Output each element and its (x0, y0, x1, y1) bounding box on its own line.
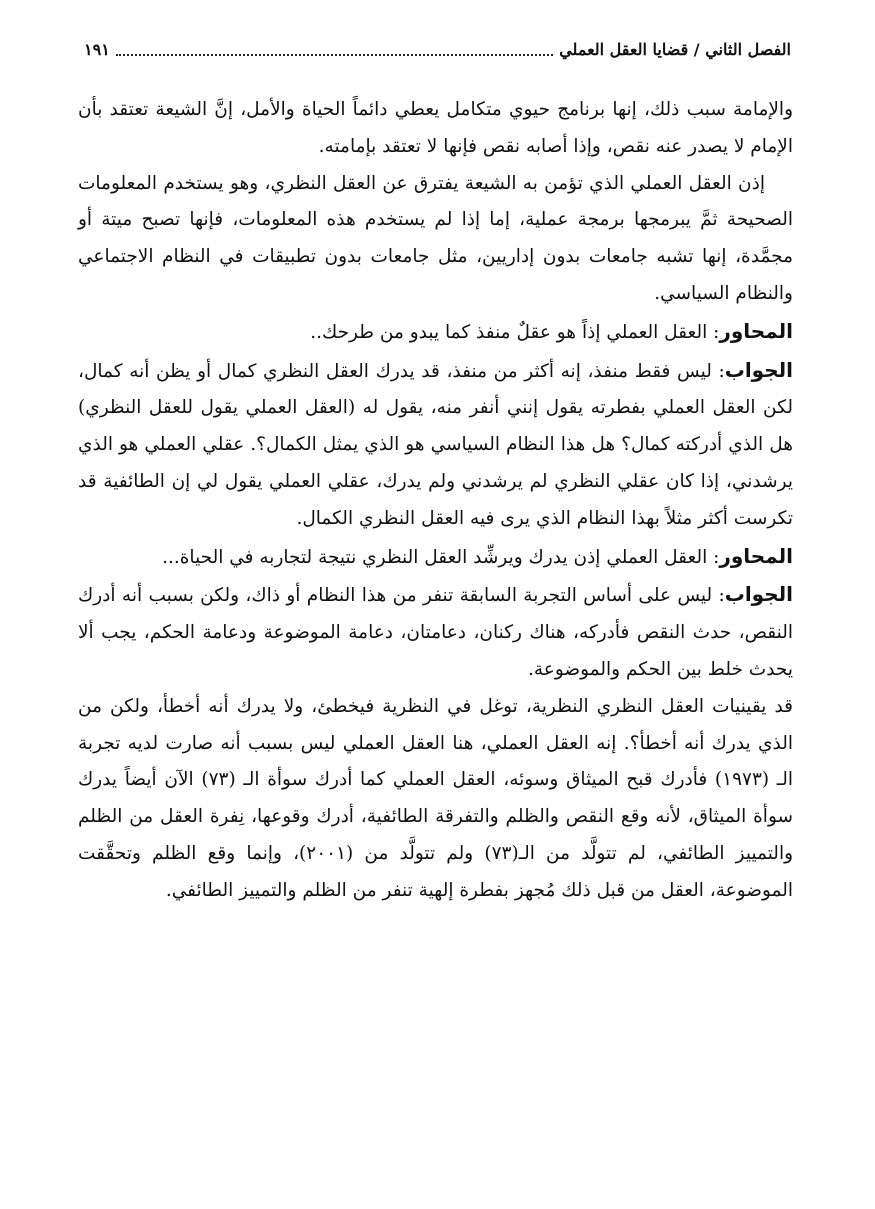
dialogue-text: : ليس على أساس التجربة السابقة تنفر من هذا النظام أو ذاك، ولكن بسبب أنه أدرك النقص، حدث النقص فأدركه، هناك ركنان، دعامتان، دعامة الموضوعة ودعامة الحكم، يجب ألا يحدث خلط بين الحكم والموضوعة. (78, 585, 793, 680)
dialogue-text: : ليس فقط منفذ، إنه أكثر من منفذ، قد يدرك العقل النظري كمال أو يظن أنه كمال، لكن العقل العملي بفطرته يقول إنني أنفر منه، يقول له (العقل العملي يقول للعقل النظري) هل الذي أدركته كمال؟ هل هذا النظام السياسي هو الذي يمثل الكمال؟. عقلي العملي هو الذي يرشدني، إذا كان عقلي النظري لم يرشدني ولم يدرك، عقلي العملي يقول لي إن الطائفية قد تكرست أكثر مثلاً بهذا النظام الذي يرى فيه العقل النظري الكمال. (78, 360, 793, 529)
speaker-label-answer: الجواب (724, 582, 793, 607)
dialogue-answer (78, 576, 793, 688)
speaker-label-interviewer: المحاور (719, 543, 793, 568)
speaker-label-interviewer: المحاور (719, 318, 793, 343)
dialogue-question (78, 313, 793, 352)
paragraph-text: إذن العقل العملي الذي تؤمن به الشيعة يفترق عن العقل النظري، وهو يستخدم المعلومات الصحيحة ثمَّ يبرمجها برمجة عملية، إما إذا لم يستخدم هذه المعلومات، فإنها تصبح ميتة أو مجمَّدة، إنها تشبه جامعات بدون إداريين، مثل جامعات بدون تطبيقات في النظام الاجتماعي والنظام السياسي. (78, 172, 793, 304)
speaker-label-answer: الجواب (724, 357, 793, 382)
dialogue-question (78, 538, 793, 577)
paragraph (78, 92, 793, 166)
paragraph (78, 166, 793, 313)
paragraph (78, 689, 793, 910)
dialogue-text: : العقل العملي إذن يدرك ويرشِّد العقل النظري نتيجة لتجاربه في الحياة... (162, 546, 720, 568)
page-number: ١٩١ (84, 39, 110, 59)
paragraph-text: قد يقينيات العقل النظري النظرية، توغل في النظرية فيخطئ، ولا يدرك أنه أخطأ، ولكن من الذي يدرك أنه أخطأ؟. إنه العقل العملي، هنا العقل العملي ليس بسبب أنه صارت لديه تجربة الـ (١٩٧٣) فأدرك قبح الميثاق وسوئه، العقل العملي كما أدرك سوأة الـ (٧٣) الآن أيضاً يدرك سوأة الميثاق، لأنه وقع النقص والظلم والتفرقة الطائفية، أدرك وقوعها، نِفرة العقل من الظلم والتمييز الطائفي، لم تتولَّد من الـ(٧٣) ولم تتولَّد من (٢٠٠١)، وإنما وقع الظلم وتحقَّقت الموضوعة، العقل من قبل ذلك مُجهز بفطرة إلهية تنفر من الظلم والتمييز الطائفي. (78, 695, 794, 901)
header-dotted-leader (116, 42, 553, 56)
dialogue-text: : العقل العملي إذاً هو عقلٌ منفذ كما يبدو من طرحك.. (310, 321, 720, 343)
body-text (78, 92, 793, 910)
running-header (84, 34, 791, 64)
paragraph-text: والإمامة سبب ذلك، إنها برنامج حيوي متكامل يعطي دائماً الحياة والأمل، إنَّ الشيعة تعتقد بأن الإمام لا يصدر عنه نقص، وإذا أصابه نقص فإنها لا تعتقد بإمامته. (78, 99, 793, 157)
chapter-title: الفصل الثاني / قضايا العقل العملي (559, 39, 791, 59)
dialogue-answer (78, 352, 793, 538)
